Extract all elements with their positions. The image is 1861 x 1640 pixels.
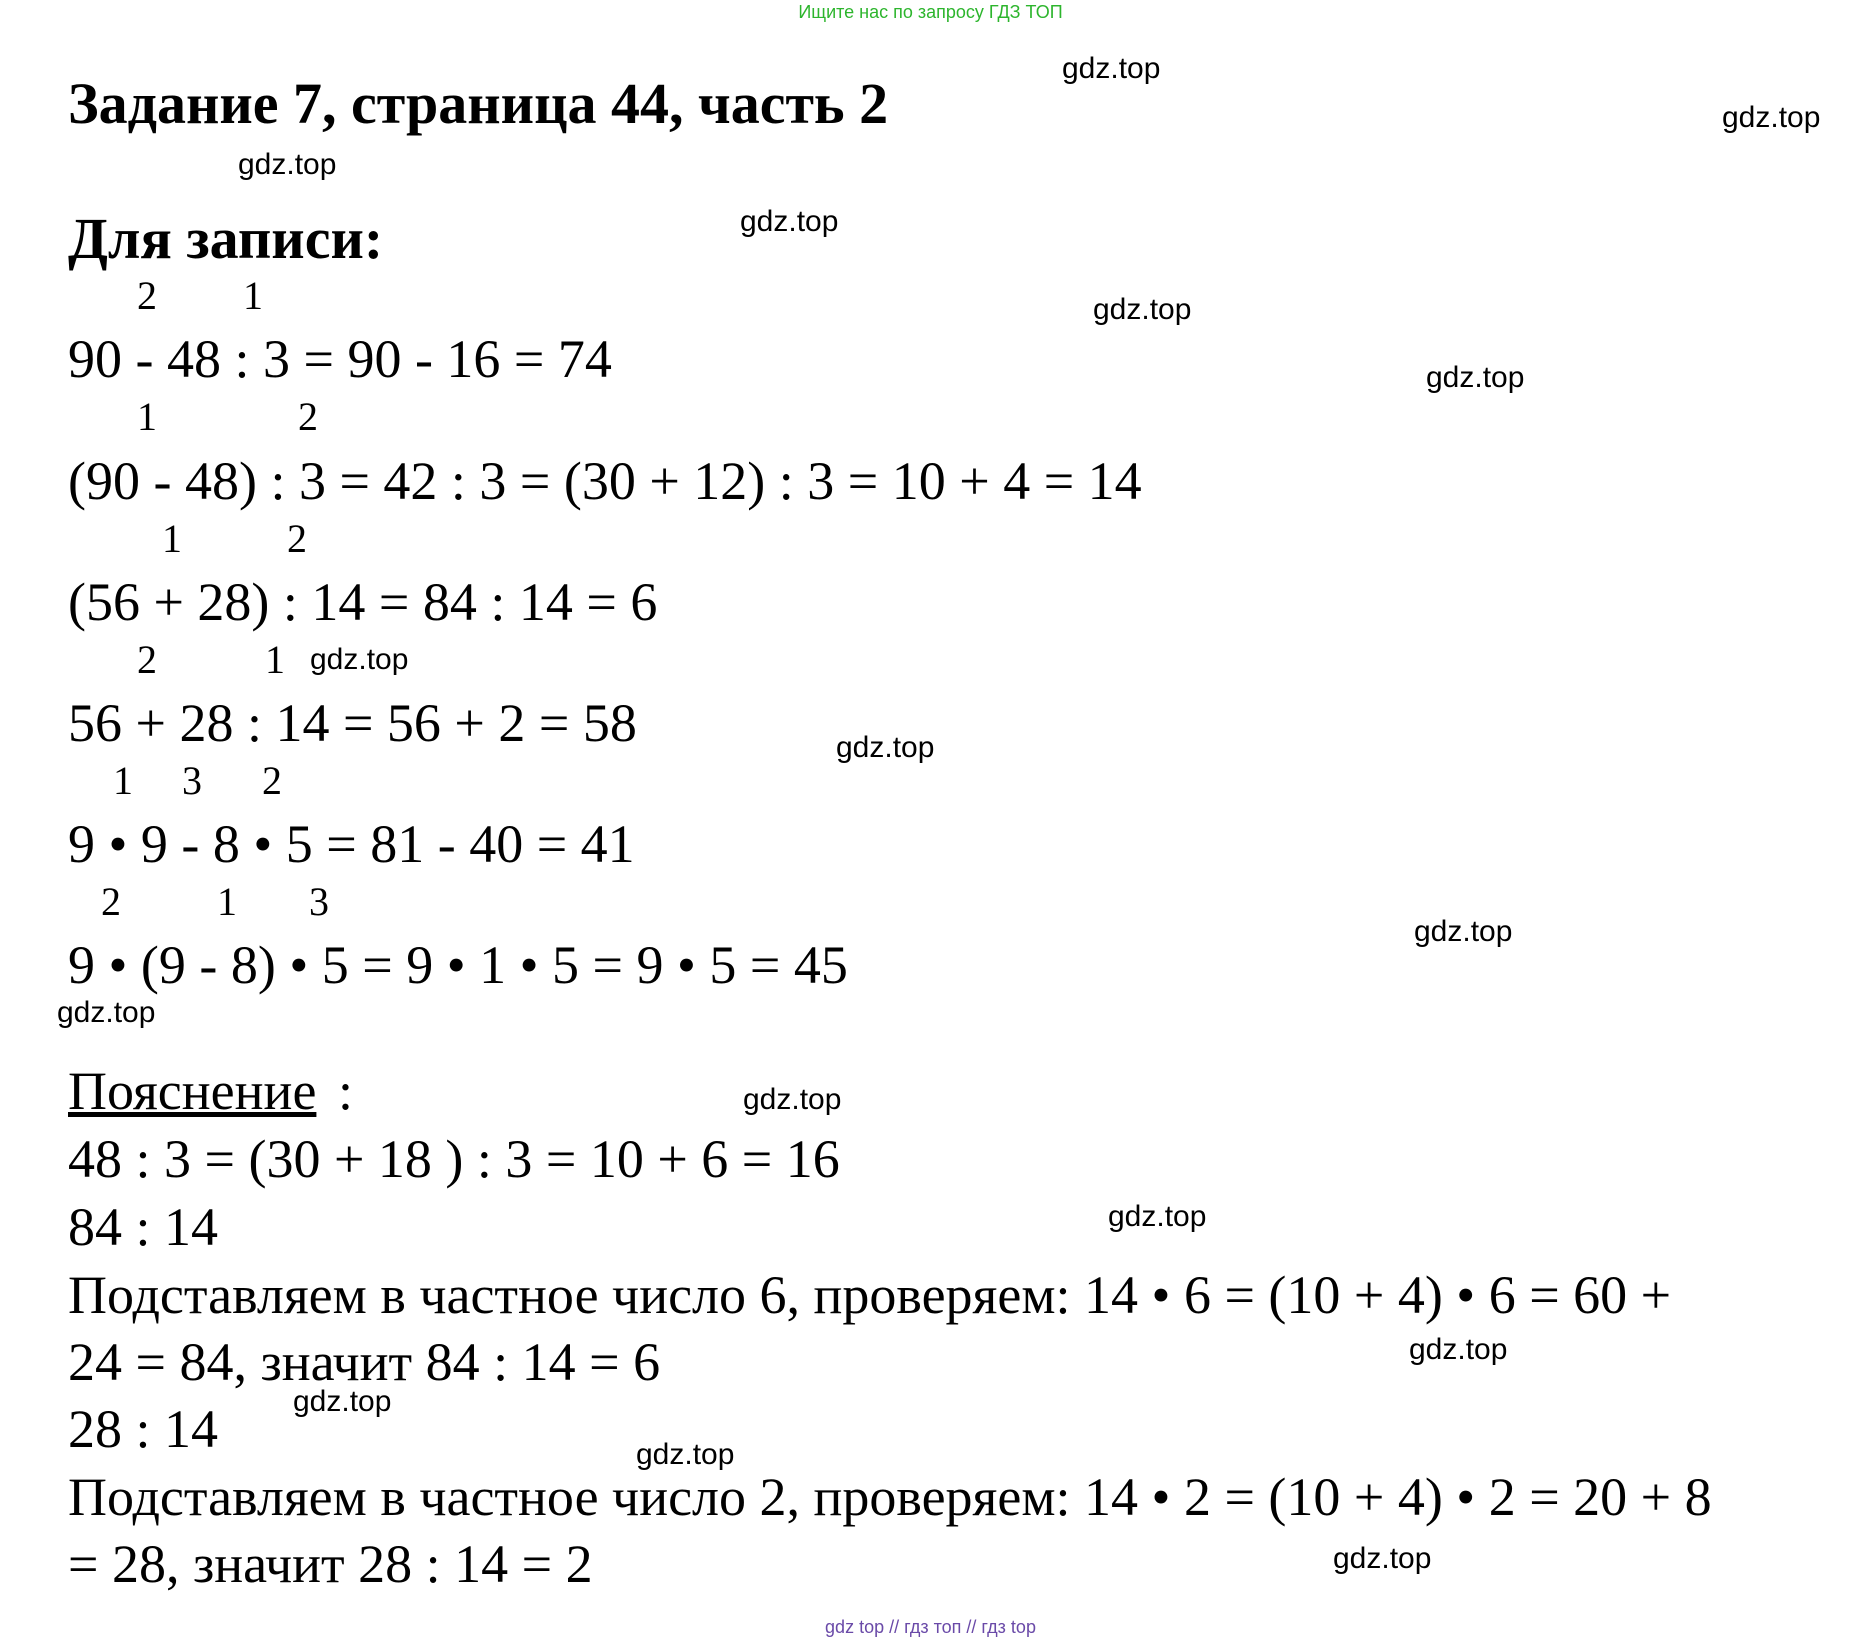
explanation-line: Подставляем в частное число 6, проверяем: 14 • 6 = (10 + 4) • 6 = 60 + (68, 1265, 1672, 1325)
watermark: gdz.top (310, 643, 409, 676)
watermark: gdz.top (1426, 361, 1525, 394)
expression-line: 56 + 28 : 14 = 56 + 2 = 58 (68, 693, 637, 753)
watermark: gdz.top (1722, 101, 1821, 134)
order-mark: 3 (182, 758, 202, 803)
watermark: gdz.top (1409, 1333, 1508, 1366)
order-mark: 1 (162, 516, 182, 561)
explanation-line: 28 : 14 (68, 1399, 219, 1459)
page-title: Задание 7, страница 44, часть 2 (68, 71, 889, 136)
watermark: gdz.top (740, 205, 839, 238)
explanation-heading (68, 1060, 316, 1122)
explanation-line: 24 = 84, значит 84 : 14 = 6 (68, 1332, 661, 1392)
order-mark: 3 (309, 879, 329, 924)
expression-line: (56 + 28) : 14 = 84 : 14 = 6 (68, 572, 658, 632)
watermark: gdz.top (238, 148, 337, 181)
order-mark: 2 (298, 394, 318, 439)
watermark: gdz.top (743, 1083, 842, 1116)
order-mark: 2 (137, 273, 157, 318)
explanation-line: 48 : 3 = (30 + 18 ) : 3 = 10 + 6 = 16 (68, 1129, 840, 1189)
watermark: gdz.top (1108, 1200, 1207, 1233)
top-banner: Ищите нас по запросу ГДЗ ТОП (798, 2, 1063, 22)
order-mark: 1 (265, 637, 285, 682)
explanation-line: = 28, значит 28 : 14 = 2 (68, 1534, 593, 1594)
explanation-heading-text: Пояснение (68, 1061, 317, 1121)
order-mark: 2 (101, 879, 121, 924)
watermark: gdz.top (636, 1438, 735, 1471)
order-mark: 2 (137, 637, 157, 682)
order-mark: 1 (137, 394, 157, 439)
record-heading: Для записи: (68, 206, 384, 271)
expression-line: (90 - 48) : 3 = 42 : 3 = (30 + 12) : 3 = 10 + 4 = 14 (68, 451, 1142, 511)
order-mark: 1 (113, 758, 133, 803)
order-mark: 2 (287, 516, 307, 561)
explanation-line: Подставляем в частное число 2, проверяем: 14 • 2 = (10 + 4) • 2 = 20 + 8 (68, 1467, 1712, 1527)
footer: gdz top // гдз топ // гдз top (825, 1617, 1036, 1637)
expression-line: 9 • 9 - 8 • 5 = 81 - 40 = 41 (68, 814, 635, 874)
expression-line: 90 - 48 : 3 = 90 - 16 = 74 (68, 329, 612, 389)
order-mark: 2 (262, 758, 282, 803)
watermark: gdz.top (1333, 1542, 1432, 1575)
watermark: gdz.top (1062, 52, 1161, 85)
watermark: gdz.top (836, 731, 935, 764)
order-mark: 1 (217, 879, 237, 924)
watermark: gdz.top (57, 996, 156, 1029)
watermark: gdz.top (1414, 915, 1513, 948)
order-mark: 1 (243, 273, 263, 318)
watermark: gdz.top (293, 1385, 392, 1418)
explanation-heading-colon: : (338, 1061, 354, 1121)
watermark: gdz.top (1093, 293, 1192, 326)
explanation-line: 84 : 14 (68, 1197, 219, 1257)
expression-line: 9 • (9 - 8) • 5 = 9 • 1 • 5 = 9 • 5 = 45 (68, 935, 848, 995)
